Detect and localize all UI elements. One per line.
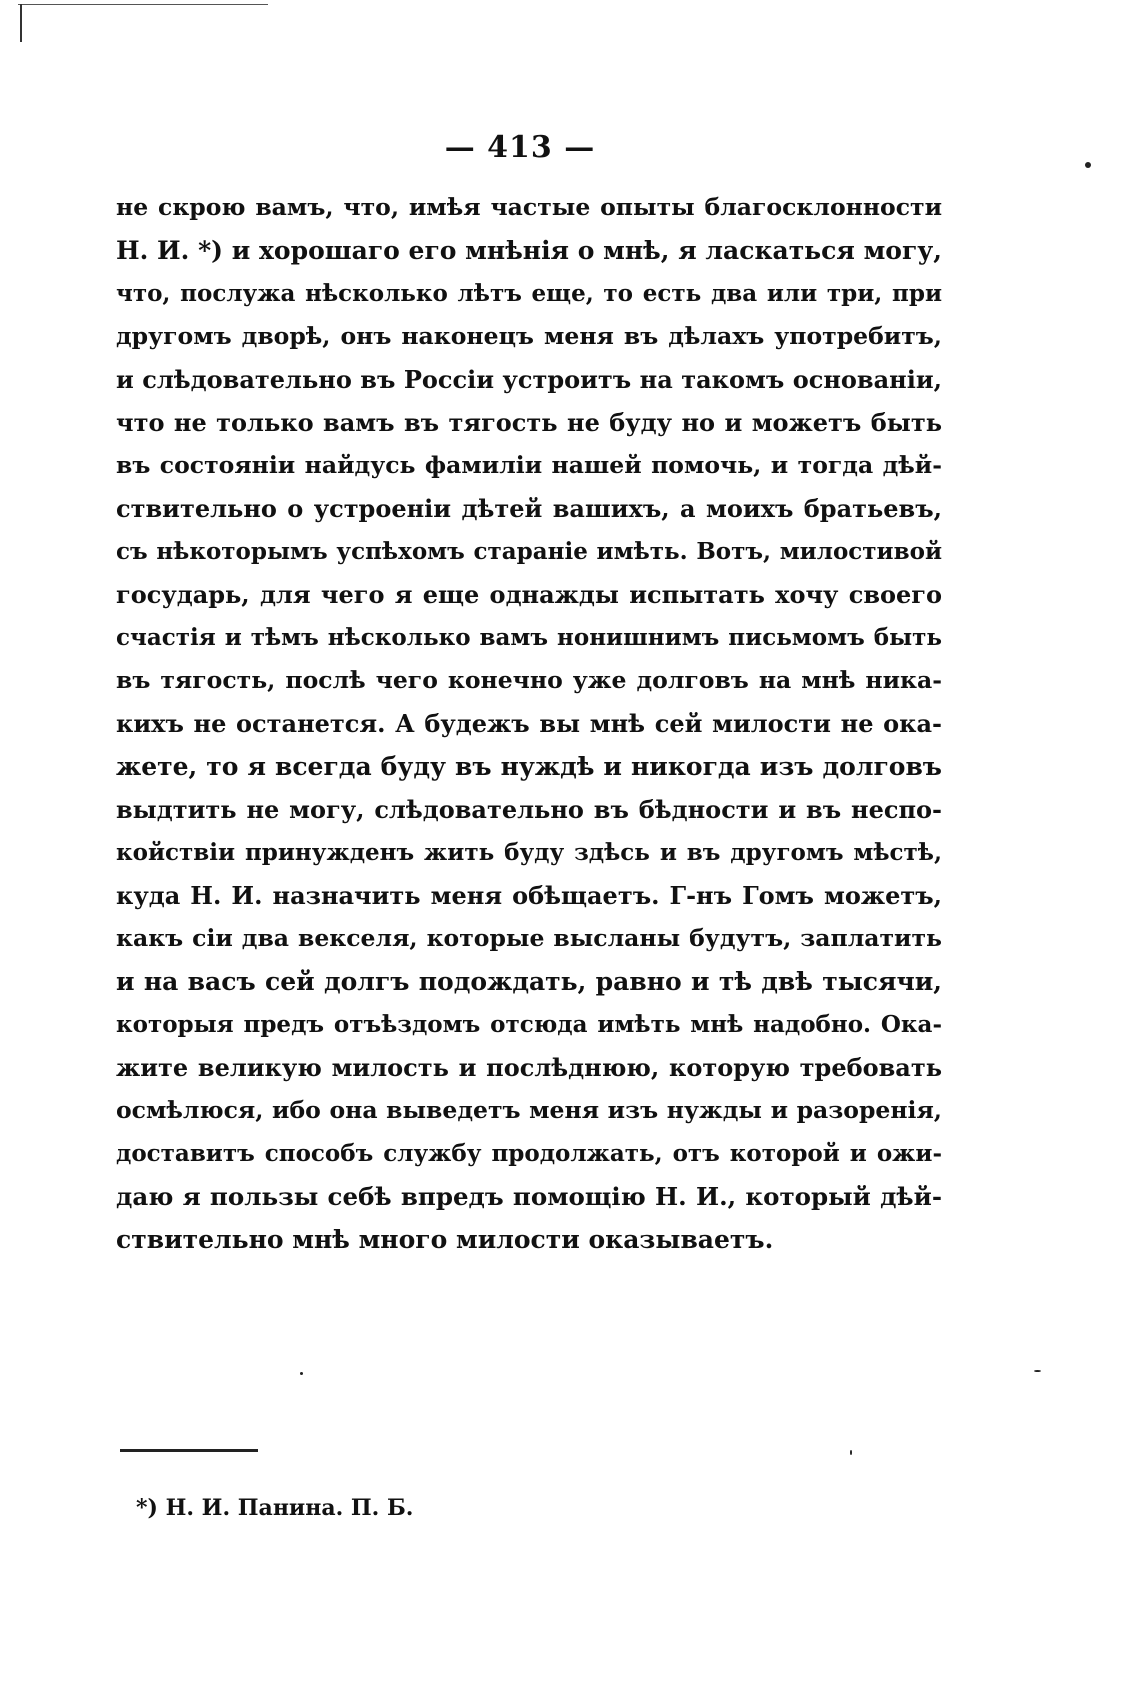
text-line: какъ сіи два векселя, которые высланы будутъ, заплатить bbox=[116, 924, 942, 952]
text-line: и слѣдовательно въ Россіи устроитъ на такомъ основаніи, bbox=[116, 365, 942, 394]
text-line: Н. И. *) и хорошаго его мнѣнія о мнѣ, я ласкаться могу, bbox=[116, 236, 942, 265]
text-line: другомъ дворѣ, онъ наконецъ меня въ дѣлахъ употребитъ, bbox=[116, 322, 942, 350]
text-line: осмѣлюся, ибо она выведетъ меня изъ нужды и разоренія, bbox=[116, 1096, 942, 1124]
text-line: которыя предъ отъѣздомъ отсюда имѣть мнѣ надобно. Ока- bbox=[116, 1011, 942, 1038]
text-line: что, послужа нѣсколько лѣтъ еще, то есть два или три, при bbox=[116, 280, 942, 307]
ink-speck bbox=[300, 1372, 303, 1375]
scan-edge-rule bbox=[18, 4, 268, 5]
text-line: жите великую милость и послѣднюю, которую требовать bbox=[116, 1053, 942, 1082]
text-line: даю я пользы себѣ впредъ помощію Н. И., который дѣй- bbox=[116, 1182, 942, 1211]
ink-speck bbox=[1085, 162, 1091, 168]
text-line: ствительно о устроеніи дѣтей вашихъ, а моихъ братьевъ, bbox=[116, 494, 942, 523]
text-line: койствіи принужденъ жить буду здѣсь и въ другомъ мѣстѣ, bbox=[116, 839, 942, 866]
scan-edge-mark bbox=[20, 4, 22, 42]
text-line: съ нѣкоторымъ успѣхомъ стараніе имѣть. Вотъ, милостивой bbox=[116, 538, 942, 565]
text-line: кихъ не останется. А будежъ вы мнѣ сей милости не ока- bbox=[116, 709, 942, 738]
text-line: въ состояніи найдусь фамиліи нашей помочь, и тогда дѣй- bbox=[116, 451, 942, 479]
text-line: государь, для чего я еще однажды испытать хочу своего bbox=[116, 580, 942, 609]
ink-speck bbox=[1034, 1370, 1041, 1372]
text-line: не скрою вамъ, что, имѣя частые опыты благосклонности bbox=[116, 193, 942, 221]
text-line: жете, то я всегда буду въ нуждѣ и никогда изъ долговъ bbox=[116, 752, 942, 781]
page-number: — 413 — bbox=[444, 130, 596, 165]
text-line: доставитъ способъ службу продолжать, отъ которой и ожи- bbox=[116, 1140, 942, 1167]
text-line: и на васъ сей долгъ подождать, равно и тѣ двѣ тысячи, bbox=[116, 967, 942, 996]
text-line: что не только вамъ въ тягость не буду но и можетъ быть bbox=[116, 408, 942, 437]
text-line: ствительно мнѣ много милости оказываетъ. bbox=[116, 1225, 774, 1254]
text-line: выдтить не могу, слѣдовательно въ бѣдности и въ неспо- bbox=[116, 795, 942, 824]
ink-speck bbox=[850, 1450, 852, 1455]
footnote-separator bbox=[120, 1449, 258, 1452]
footnote: *) Н. И. Панина. П. Б. bbox=[136, 1495, 414, 1521]
body-text bbox=[116, 186, 942, 1261]
text-line: счастія и тѣмъ нѣсколько вамъ нонишнимъ письмомъ быть bbox=[116, 624, 942, 651]
text-line: куда Н. И. назначить меня обѣщаетъ. Г-нъ Гомъ можетъ, bbox=[116, 881, 942, 910]
text-line: въ тягость, послѣ чего конечно уже долговъ на мнѣ ника- bbox=[116, 666, 942, 694]
